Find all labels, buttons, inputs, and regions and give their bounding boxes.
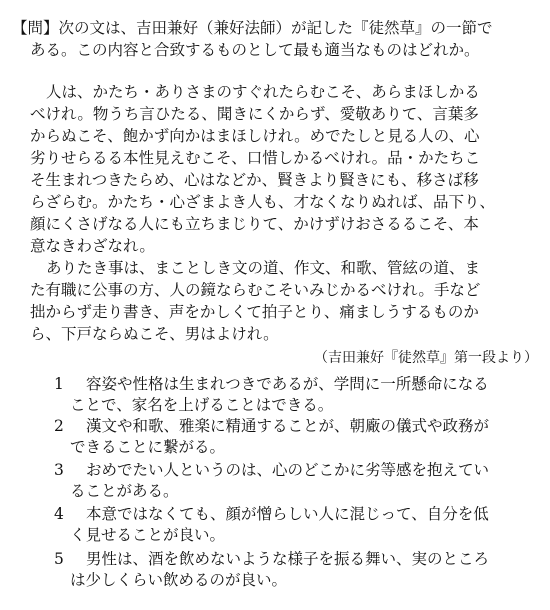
option-text-line: おめでたい人というのは、心のどこかに劣等感を抱えてい [86, 461, 490, 479]
option-text-line: できることに繋がる。 [70, 438, 226, 456]
option-text-line: は少しくらい飲めるのが良い。 [70, 571, 288, 589]
passage-line: 顔にくさげなる人にも立ちまじりて、かけずけおさるるこそ、本 [30, 215, 479, 233]
passage-line: 意なきわざなれ。 [30, 237, 155, 255]
passage-line: からぬこそ、飽かず向かはまほしけれ。めでたしと見る人の、心 [30, 127, 480, 145]
option-number: 3 [54, 461, 64, 479]
option-text-line: ることがある。 [70, 482, 179, 500]
passage-line: そ生まれつきたらめ、心はなどか、賢きより賢きにも、移さば移 [30, 171, 479, 189]
option-text-line: 男性は、酒を飲めないような様子を振る舞い、実のところ [86, 550, 490, 568]
passage-line: 人は、かたち・ありさまのすぐれたらむこそ、あらまほしかる [46, 83, 480, 101]
passage-line: 劣りせらるる本性見えむこそ、口惜しかるべけれ。品・かたちこ [30, 149, 481, 167]
passage-line: た有職に公事の方、人の鏡ならむこそいみじかるべけれ。手など [30, 281, 481, 299]
passage-source: （吉田兼好『徒然草』第一段より） [314, 350, 538, 366]
question-line: 【問】次の文は、吉田兼好（兼好法師）が記した『徒然草』の一節で [12, 19, 493, 37]
option-number: 4 [54, 505, 64, 523]
passage-line: ら、下戸ならぬこそ、男はよけれ。 [30, 325, 279, 343]
option-text-line: 本意ではなくても、顔が憎らしい人に混じって、自分を低 [86, 505, 489, 523]
passage-line: らざらむ。かたち・心ざまよき人も、才なくなりぬれば、品下り、 [30, 193, 496, 211]
option-number: 1 [54, 375, 64, 393]
passage-line: 拙からず走り書き、声をかしくて拍子とり、痛ましうするものか [30, 303, 479, 321]
option-number: 5 [54, 550, 64, 568]
option-text-line: 容姿や性格は生まれつきであるが、学問に一所懸命になる [86, 375, 489, 393]
option-number: 2 [54, 417, 64, 435]
option-text-line: 漢文や和歌、雅楽に精通することが、朝廠の儀式や政務が [86, 417, 490, 435]
option-text-line: ことで、家名を上げることはできる。 [70, 396, 334, 414]
passage-line: べけれ。物うち言ひたる、聞きにくからず、愛敬ありて、言葉多 [30, 105, 479, 123]
question-line: ある。この内容と合致するものとして最も適当なものはどれか。 [30, 41, 480, 59]
option-text-line: く見せることが良い。 [70, 526, 226, 544]
passage-line: ありたき事は、まことしき文の道、作文、和歌、管絃の道、ま [46, 259, 481, 277]
